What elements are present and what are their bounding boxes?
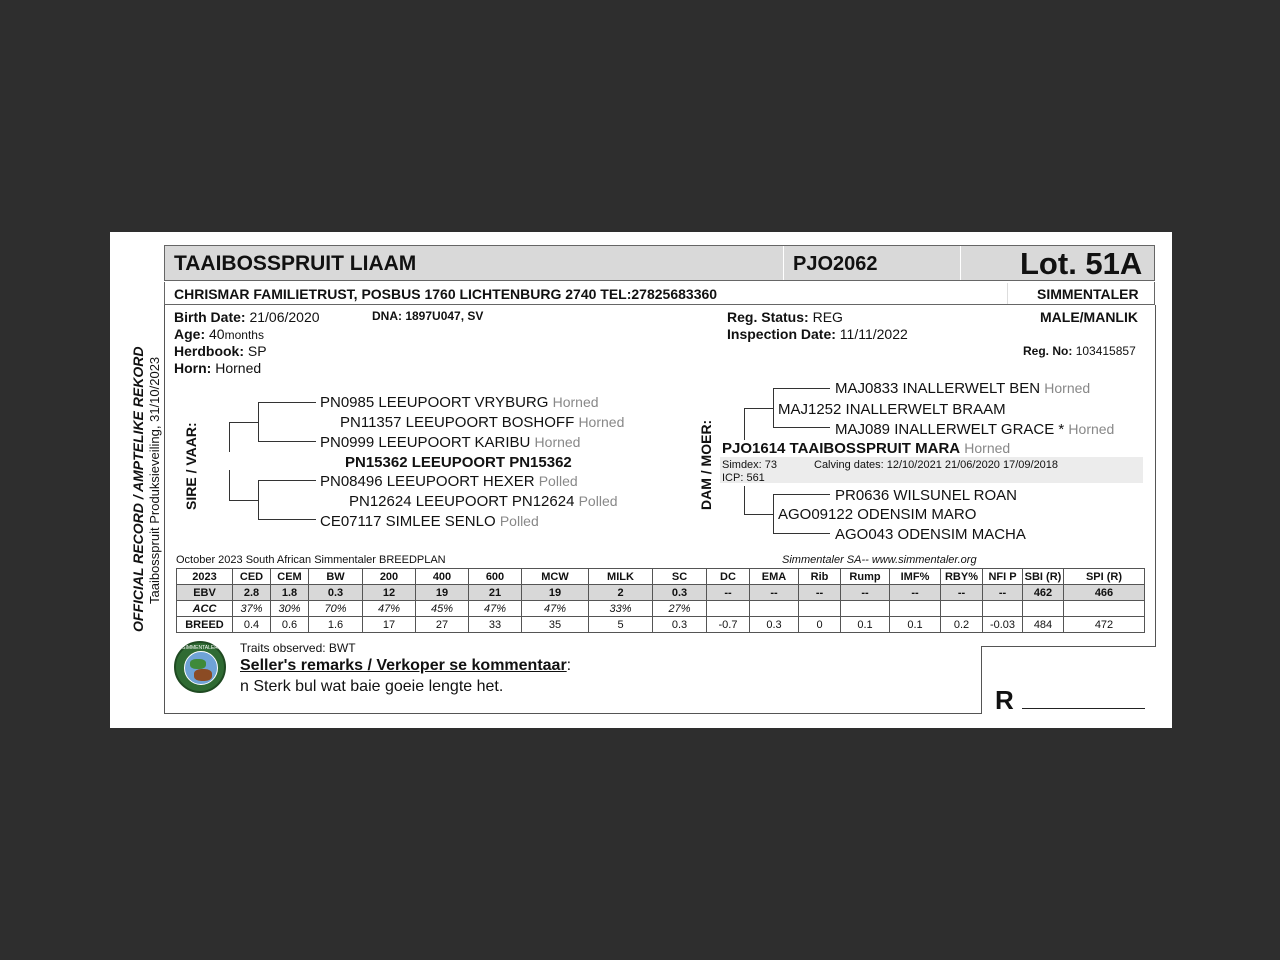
ebv-data-cell: 70%	[309, 601, 363, 617]
ebv-data-cell: 37%	[233, 601, 271, 617]
birth-date: Birth Date: 21/06/2020	[174, 309, 320, 325]
ebv-data-cell: 1.6	[309, 617, 363, 633]
ebv-data-cell: --	[983, 585, 1023, 601]
ebv-header-cell: BW	[309, 569, 363, 585]
ebv-data-cell: 12	[363, 585, 416, 601]
ebv-data-cell: 27	[416, 617, 469, 633]
ebv-data-cell	[841, 601, 890, 617]
sellers-remarks-title: Seller's remarks / Verkoper se kommentaar:	[240, 657, 572, 674]
ebv-data-cell	[1023, 601, 1064, 617]
sellers-remarks-text: n Sterk bul wat baie goeie lengte het.	[240, 678, 504, 695]
ebv-data-cell: --	[750, 585, 799, 601]
ebv-data-cell: -0.7	[707, 617, 750, 633]
ebv-data-row	[177, 601, 1145, 617]
ebv-data-row	[177, 617, 1145, 633]
ebv-data-cell: 35	[522, 617, 589, 633]
ebv-data-cell: 0.1	[890, 617, 941, 633]
dam-simdex: Simdex: 73	[722, 459, 778, 471]
ebv-data-cell: 33	[469, 617, 522, 633]
ebv-data-row	[177, 585, 1145, 601]
ebv-header-cell: 200	[363, 569, 416, 585]
auction-label: Taaibosspruit Produksieveiling, 31/10/2023	[147, 356, 162, 604]
ebv-data-cell: 0.6	[271, 617, 309, 633]
sire-sire-sire: PN0985 LEEUPOORT VRYBURG Horned	[320, 394, 599, 411]
ebv-data-cell: 27%	[653, 601, 707, 617]
ebv-header-cell: Rump	[841, 569, 890, 585]
dam-name: PJO1614 TAAIBOSSPRUIT MARA Horned	[722, 440, 1011, 457]
owner-line: CHRISMAR FAMILIETRUST, POSBUS 1760 LICHTENBURG 2740 TEL:27825683360	[174, 286, 718, 302]
official-record-label: OFFICIAL RECORD / AMPTELIKE REKORD	[130, 346, 146, 632]
ebv-header-cell: 600	[469, 569, 522, 585]
ebv-header-cell: 2023	[177, 569, 233, 585]
ebv-data-cell: 466	[1064, 585, 1145, 601]
sire-dam-dam: CE07117 SIMLEE SENLO Polled	[320, 513, 539, 530]
sire-label: SIRE / VAAR:	[183, 422, 199, 510]
ebv-header-cell: Rib	[799, 569, 841, 585]
ebv-data-cell	[750, 601, 799, 617]
ebv-data-cell: 0.1	[841, 617, 890, 633]
sire-dam: PN12624 LEEUPOORT PN12624 Polled	[349, 493, 618, 510]
ebv-data-cell: 484	[1023, 617, 1064, 633]
ebv-data-cell: --	[941, 585, 983, 601]
breed-label: SIMMENTALER	[1037, 286, 1139, 302]
ebv-data-cell: 0.3	[653, 617, 707, 633]
ebv-data-cell: 19	[416, 585, 469, 601]
ebv-data-cell: --	[707, 585, 750, 601]
ebv-data-cell: --	[841, 585, 890, 601]
ebv-header-cell: IMF%	[890, 569, 941, 585]
ebv-data-cell: 0.2	[941, 617, 983, 633]
ebv-header-cell: MILK	[589, 569, 653, 585]
sire-sire-dam: PN0999 LEEUPOORT KARIBU Horned	[320, 434, 581, 451]
price-prefix: R	[995, 685, 1014, 715]
logo-text: SIMMENTALER	[182, 645, 218, 651]
ebv-header-cell: EMA	[750, 569, 799, 585]
ebv-header-cell: RBY%	[941, 569, 983, 585]
sex-label: MALE/MANLIK	[1040, 309, 1138, 325]
ebv-data-cell: BREED	[177, 617, 233, 633]
dna-info: DNA: 1897U047, SV	[372, 309, 484, 323]
ebv-header-cell: SBI (R)	[1023, 569, 1064, 585]
inspection-date: Inspection Date: 11/11/2022	[727, 326, 908, 342]
ebv-data-cell: --	[890, 585, 941, 601]
traits-observed: Traits observed: BWT	[240, 641, 356, 655]
ebv-data-cell: 17	[363, 617, 416, 633]
sire-dam-sire: PN08496 LEEUPOORT HEXER Polled	[320, 473, 578, 490]
price-field[interactable]	[1022, 708, 1145, 709]
dam-dam-dam: AGO043 ODENSIM MACHA	[835, 526, 1026, 543]
ebv-data-cell: 0.4	[233, 617, 271, 633]
animal-name: TAAIBOSSPRUIT LIAAM	[174, 252, 417, 275]
ebv-header-cell: NFI P	[983, 569, 1023, 585]
ebv-data-cell: 21	[469, 585, 522, 601]
ebv-header-cell: 400	[416, 569, 469, 585]
simmentaler-logo	[174, 641, 226, 693]
breedplan-caption: October 2023 South African Simmentaler BREEDPLAN	[176, 554, 446, 566]
ebv-data-cell	[1064, 601, 1145, 617]
dam-sire: MAJ1252 INALLERWELT BRAAM	[778, 401, 1006, 418]
lot-number: Lot. 51A	[1020, 246, 1143, 281]
herdbook: Herdbook: SP	[174, 343, 267, 359]
horn-status: Horn: Horned	[174, 360, 262, 376]
cow-icon	[194, 669, 212, 681]
ebv-data-cell: -0.03	[983, 617, 1023, 633]
ebv-header-cell: SPI (R)	[1064, 569, 1145, 585]
ebv-data-cell: 47%	[522, 601, 589, 617]
ebv-data-cell: 1.8	[271, 585, 309, 601]
dam-dam: AGO09122 ODENSIM MARO	[778, 506, 977, 523]
ebv-data-cell: ACC	[177, 601, 233, 617]
ebv-data-cell: 0.3	[653, 585, 707, 601]
ebv-header-cell: MCW	[522, 569, 589, 585]
ebv-data-cell: 5	[589, 617, 653, 633]
ebv-header-cell: SC	[653, 569, 707, 585]
ebv-header-cell: DC	[707, 569, 750, 585]
animal-id: PJO2062	[793, 253, 878, 275]
ebv-data-cell: 2.8	[233, 585, 271, 601]
ebv-data-cell: 0	[799, 617, 841, 633]
ebv-data-cell: 0.3	[309, 585, 363, 601]
dam-dam-sire: PR0636 WILSUNEL ROAN	[835, 487, 1018, 504]
reg-status: Reg. Status: REG	[727, 309, 843, 325]
dam-icp: ICP: 561	[722, 472, 765, 484]
breedplan-website: Simmentaler SA-- www.simmentaler.org	[782, 554, 977, 566]
sire-name: PN15362 LEEUPOORT PN15362	[345, 454, 572, 471]
ebv-data-cell	[799, 601, 841, 617]
ebv-header-cell: CEM	[271, 569, 309, 585]
ebv-data-cell	[707, 601, 750, 617]
reg-number: Reg. No: 103415857	[1023, 344, 1136, 358]
dam-label: DAM / MOER:	[698, 419, 714, 510]
ebv-table	[176, 568, 1145, 633]
ebv-data-cell: EBV	[177, 585, 233, 601]
ebv-data-cell: 462	[1023, 585, 1064, 601]
ebv-data-cell	[941, 601, 983, 617]
ebv-data-cell: 47%	[363, 601, 416, 617]
ebv-data-cell: 33%	[589, 601, 653, 617]
ebv-data-cell: --	[799, 585, 841, 601]
ebv-header-row	[177, 569, 1145, 585]
ebv-data-cell: 0.3	[750, 617, 799, 633]
dam-sire-sire: MAJ0833 INALLERWELT BEN Horned	[835, 380, 1091, 397]
ebv-data-cell	[983, 601, 1023, 617]
ebv-header-cell: CED	[233, 569, 271, 585]
ebv-data-cell: 19	[522, 585, 589, 601]
ebv-data-cell: 30%	[271, 601, 309, 617]
ebv-data-cell: 47%	[469, 601, 522, 617]
sire-sire: PN11357 LEEUPOORT BOSHOFF Horned	[340, 414, 625, 431]
ebv-data-cell: 45%	[416, 601, 469, 617]
dam-calving-dates: Calving dates: 12/10/2021 21/06/2020 17/09/2018	[814, 459, 1059, 471]
ebv-data-cell: 2	[589, 585, 653, 601]
dam-sire-dam: MAJ089 INALLERWELT GRACE * Horned	[835, 421, 1115, 438]
age: Age: 40months	[174, 326, 264, 342]
ebv-data-cell	[890, 601, 941, 617]
ebv-data-cell: 472	[1064, 617, 1145, 633]
